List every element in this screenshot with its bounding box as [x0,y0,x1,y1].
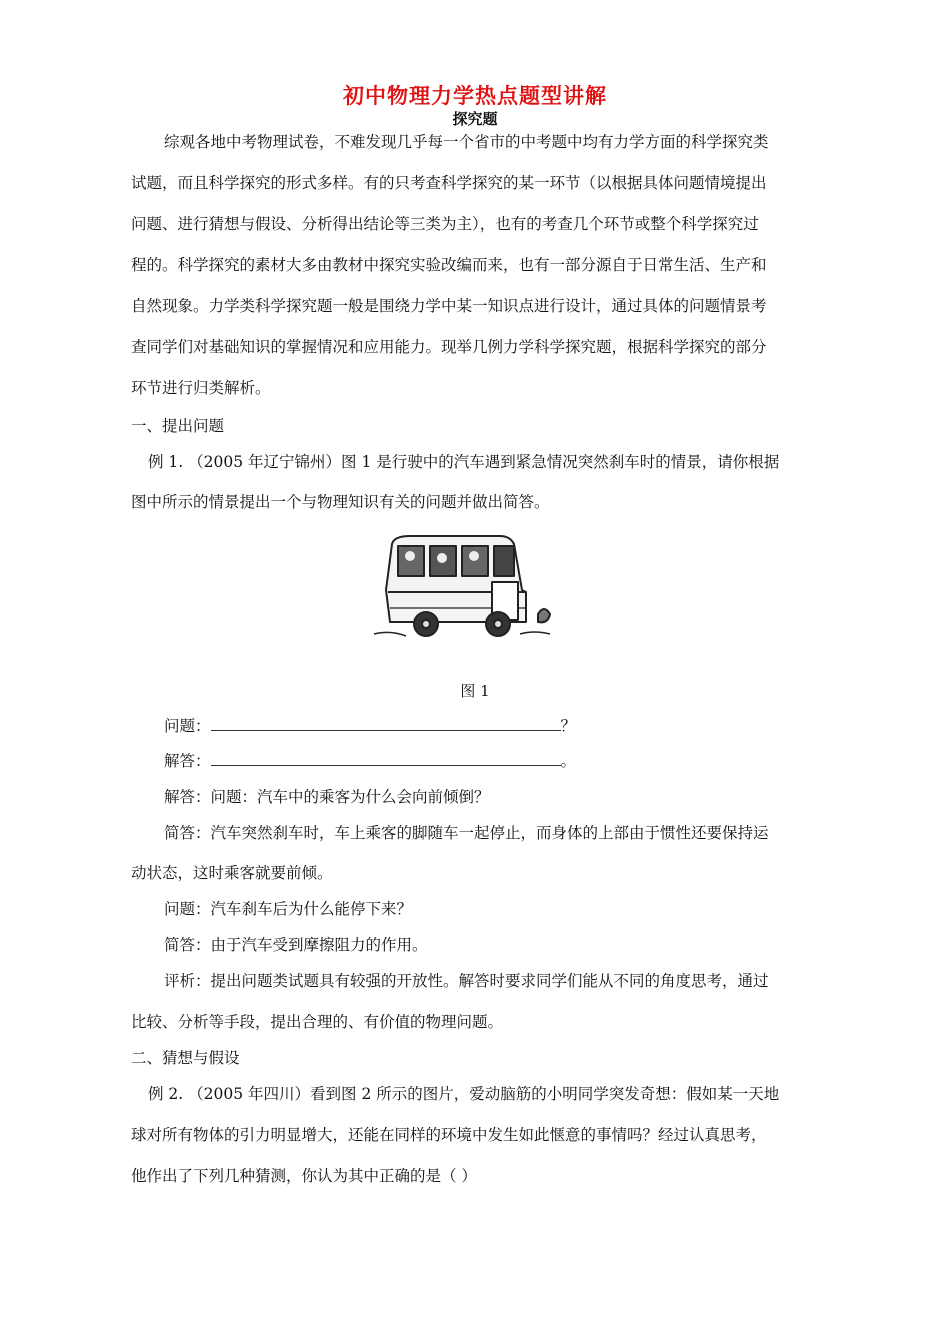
solution-line: 简答：汽车突然刹车时，车上乘客的脚随车一起停止，而身体的上部由于惯性还要保持运 [164,824,769,842]
document-title: 初中物理力学热点题型讲解 [343,83,607,108]
answer-blank-line [164,751,576,771]
example-2-line: 他作出了下列几种猜测，你认为其中正确的是（ ） [131,1167,477,1185]
question-blank-line [164,716,576,736]
intro-line: 综观各地中考物理试卷，不难发现几乎每一个省市的中考题中均有力学方面的科学探究类 [164,133,769,151]
answer-blank [211,751,561,766]
section-heading-2: 二、猜想与假设 [131,1049,240,1067]
document-subtitle: 探究题 [452,110,498,128]
intro-line: 程的。科学探究的素材大多由教材中探究实验改编而来，也有一部分源自于日常生活、生产和 [131,256,767,274]
figure-1-bus-illustration [370,530,554,645]
example-2-line: 球对所有物体的引力明显增大，还能在同样的环境中发生如此惬意的事情吗？经过认真思考， [131,1126,767,1144]
answer-label: 解答： [164,752,211,770]
example-1-line: 例 1. （2005 年辽宁锦州）图 1 是行驶中的汽车遇到紧急情况突然刹车时的情景，请你根据 [148,453,780,471]
solution-line: 比较、分析等手段，提出合理的、有价值的物理问题。 [131,1013,504,1031]
solution-line: 解答：问题：汽车中的乘客为什么会向前倾倒？ [164,788,490,806]
intro-line: 环节进行归类解析。 [131,379,271,397]
question-end-mark: ？ [560,717,577,735]
solution-line: 问题：汽车刹车后为什么能停下来？ [164,900,413,918]
section-heading-1: 一、提出问题 [131,417,225,435]
answer-end-mark: 。 [560,752,577,770]
intro-line: 查同学们对基础知识的掌握情况和应用能力。现举几例力学科学探究题，根据科学探究的部分 [131,338,767,356]
solution-line: 评析：提出问题类试题具有较强的开放性。解答时要求同学们能从不同的角度思考，通过 [164,972,769,990]
solution-line: 简答：由于汽车受到摩擦阻力的作用。 [164,936,428,954]
intro-line: 问题、进行猜想与假设、分析得出结论等三类为主），也有的考查几个环节或整个科学探究过 [131,215,759,233]
intro-line: 试题，而且科学探究的形式多样。有的只考查科学探究的某一环节（以根据具体问题情境提出 [131,174,767,192]
question-label: 问题： [164,717,211,735]
example-1-line: 图中所示的情景提出一个与物理知识有关的问题并做出简答。 [131,493,550,511]
question-blank [211,716,561,731]
example-2-line: 例 2. （2005 年四川）看到图 2 所示的图片，爱动脑筋的小明同学突发奇想：假如某一天地 [148,1085,780,1103]
figure-1-caption: 图 1 [460,682,490,700]
solution-line: 动状态，这时乘客就要前倾。 [131,864,333,882]
intro-line: 自然现象。力学类科学探究题一般是围绕力学中某一知识点进行设计，通过具体的问题情景考 [131,297,767,315]
